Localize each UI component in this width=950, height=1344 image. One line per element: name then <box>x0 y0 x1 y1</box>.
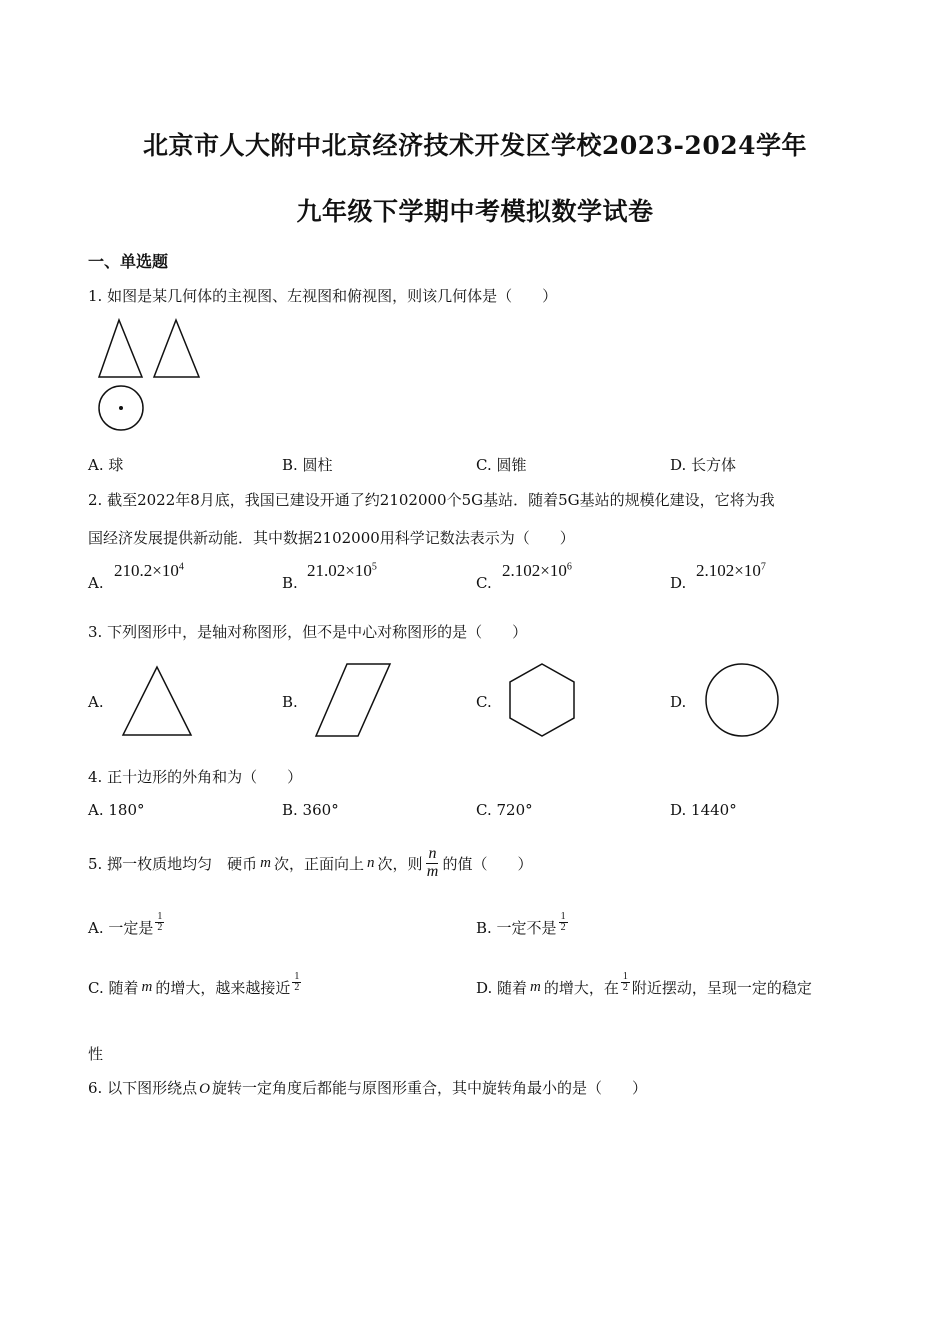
q2-option-a-value[interactable]: $210.2\times 10^4$ <box>114 561 184 580</box>
q5-option-a[interactable]: A. 一定是 $\frac{1}{2}$ <box>88 910 163 937</box>
question-5-text: 5. 掷一枚质地均匀 硬币 m 次，正面向上 n 次，则 $\frac{n}{m}$ 的值（ ） <box>88 845 533 880</box>
q4-option-b[interactable]: B. 360° <box>282 801 339 819</box>
q2-option-a-label[interactable]: A. <box>88 574 104 592</box>
question-2-line-2: 国经济发展提供新动能．其中数据2102000用科学记数法表示为（ ） <box>88 529 575 547</box>
one-half-fraction: $\frac{1}{2}$ <box>294 970 300 993</box>
question-1-text: 1. 如图是某几何体的主视图、左视图和俯视图，则该几何体是（ ） <box>88 287 558 305</box>
q3-option-c-hexagon[interactable] <box>507 662 579 740</box>
question-4-text: 4. 正十边形的外角和为（ ） <box>88 768 303 786</box>
question-6-text: 6. 以下图形绕点 O 旋转一定角度后都能与原图形重合，其中旋转角最小的是（ ） <box>88 1079 647 1097</box>
question-1-figure <box>95 318 205 433</box>
title-line-1: 北京市人大附中北京经济技术开发区学校2023-2024学年 <box>142 131 808 160</box>
one-half-fraction: $\frac{1}{2}$ <box>622 970 628 993</box>
front-view-triangle <box>99 320 142 377</box>
q5-option-d[interactable]: D. 随着 m 的增大，在 $\frac{1}{2}$ 附近摆动，呈现一定的稳定 <box>476 970 812 997</box>
title-line-2: 九年级下学期中考模拟数学试卷 <box>296 197 654 226</box>
q1-option-d[interactable]: D. 长方体 <box>670 456 737 474</box>
one-half-fraction: $\frac{1}{2}$ <box>560 910 566 933</box>
q5-option-b[interactable]: B. 一定不是 $\frac{1}{2}$ <box>476 910 566 937</box>
q1-option-c[interactable]: C. 圆锥 <box>476 456 527 474</box>
q3-option-d-label[interactable]: D. <box>670 693 687 711</box>
q2-option-c-value[interactable]: $2.102\times 10^6$ <box>502 561 572 580</box>
top-view-center-dot <box>119 406 123 410</box>
one-half-fraction: $\frac{1}{2}$ <box>157 910 163 933</box>
q5-option-c[interactable]: C. 随着 m 的增大，越来越接近 $\frac{1}{2}$ <box>88 970 300 997</box>
n-over-m-fraction: $\frac{n}{m}$ <box>426 845 439 880</box>
section-heading: 一、单选题 <box>88 252 169 271</box>
q5-option-d-wrap: 性 <box>88 1045 104 1063</box>
q4-option-a[interactable]: A. 180° <box>88 801 145 819</box>
left-view-triangle <box>154 320 199 377</box>
q2-option-b-value[interactable]: $21.02\times 10^5$ <box>307 561 377 580</box>
q2-option-b-label[interactable]: B. <box>282 574 298 592</box>
q4-option-c[interactable]: C. 720° <box>476 801 533 819</box>
q2-option-d-label[interactable]: D. <box>670 574 687 592</box>
question-2-line-1: 2. 截至2022年8月底，我国已建设开通了约2102000个5G基站．随着5G基站的规模化建设，它将为我 <box>88 491 775 509</box>
q1-option-b[interactable]: B. 圆柱 <box>282 456 333 474</box>
q3-option-d-circle[interactable] <box>704 662 782 740</box>
q3-option-a-label[interactable]: A. <box>88 693 104 711</box>
q2-option-c-label[interactable]: C. <box>476 574 492 592</box>
q3-option-b-parallelogram[interactable] <box>314 662 394 740</box>
question-3-text: 3. 下列图形中，是轴对称图形，但不是中心对称图形的是（ ） <box>88 623 528 641</box>
q3-option-c-label[interactable]: C. <box>476 693 492 711</box>
q2-option-d-value[interactable]: $2.102\times 10^7$ <box>696 561 766 580</box>
q3-option-b-label[interactable]: B. <box>282 693 298 711</box>
q1-option-a[interactable]: A. 球 <box>88 456 124 474</box>
q3-option-a-triangle[interactable] <box>120 664 195 739</box>
q4-option-d[interactable]: D. 1440° <box>670 801 737 819</box>
